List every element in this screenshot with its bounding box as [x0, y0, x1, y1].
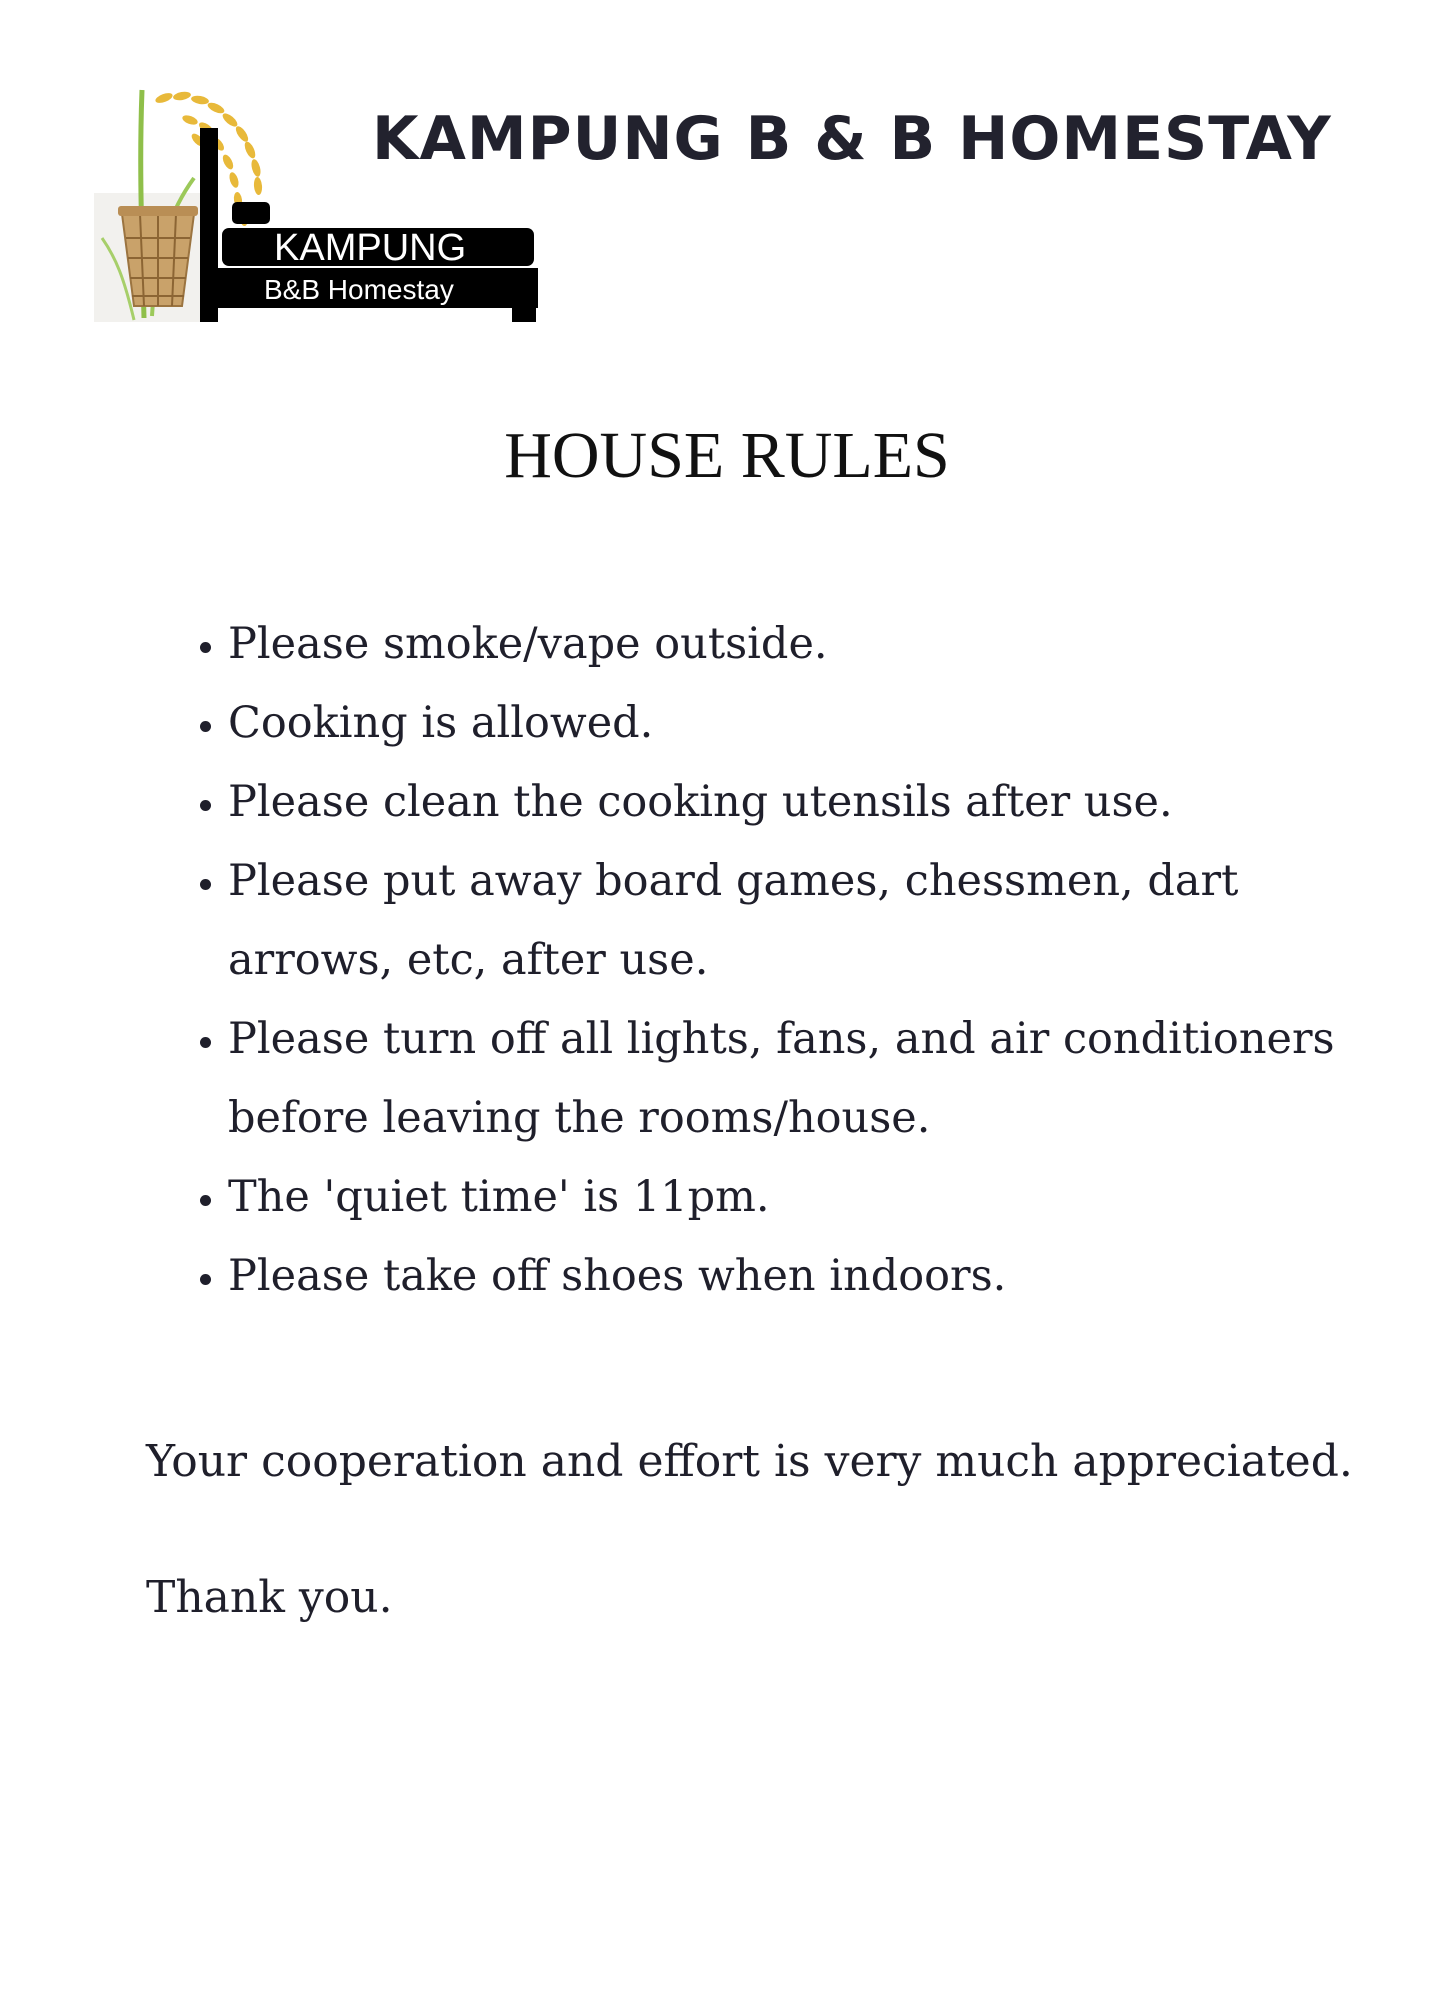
list-item: • Please turn off all lights, fans, and air conditioners before leaving the rooms/house. — [228, 1000, 1388, 1158]
list-item: • Please put away board games, chessmen, dart arrows, etc, after use. — [228, 842, 1388, 1000]
thank-you-message: Thank you. — [146, 1572, 393, 1623]
list-item: • Please clean the cooking utensils after use. — [228, 763, 1388, 842]
list-item: • The 'quiet time' is 11pm. — [228, 1158, 1388, 1237]
logo-line-1: KAMPUNG — [274, 227, 467, 269]
house-rules-heading: HOUSE RULES — [504, 419, 950, 492]
list-item: • Please smoke/vape outside. — [228, 605, 1388, 684]
list-item: • Please take off shoes when indoors. — [228, 1237, 1388, 1316]
list-item: • Cooking is allowed. — [228, 684, 1388, 763]
house-rules-list — [190, 605, 1388, 1316]
logo-line-2: B&B Homestay — [264, 274, 454, 305]
brand-title: KAMPUNG B & B HOMESTAY — [372, 104, 1332, 174]
closing-message: Your cooperation and effort is very much appreciated. — [146, 1436, 1353, 1487]
